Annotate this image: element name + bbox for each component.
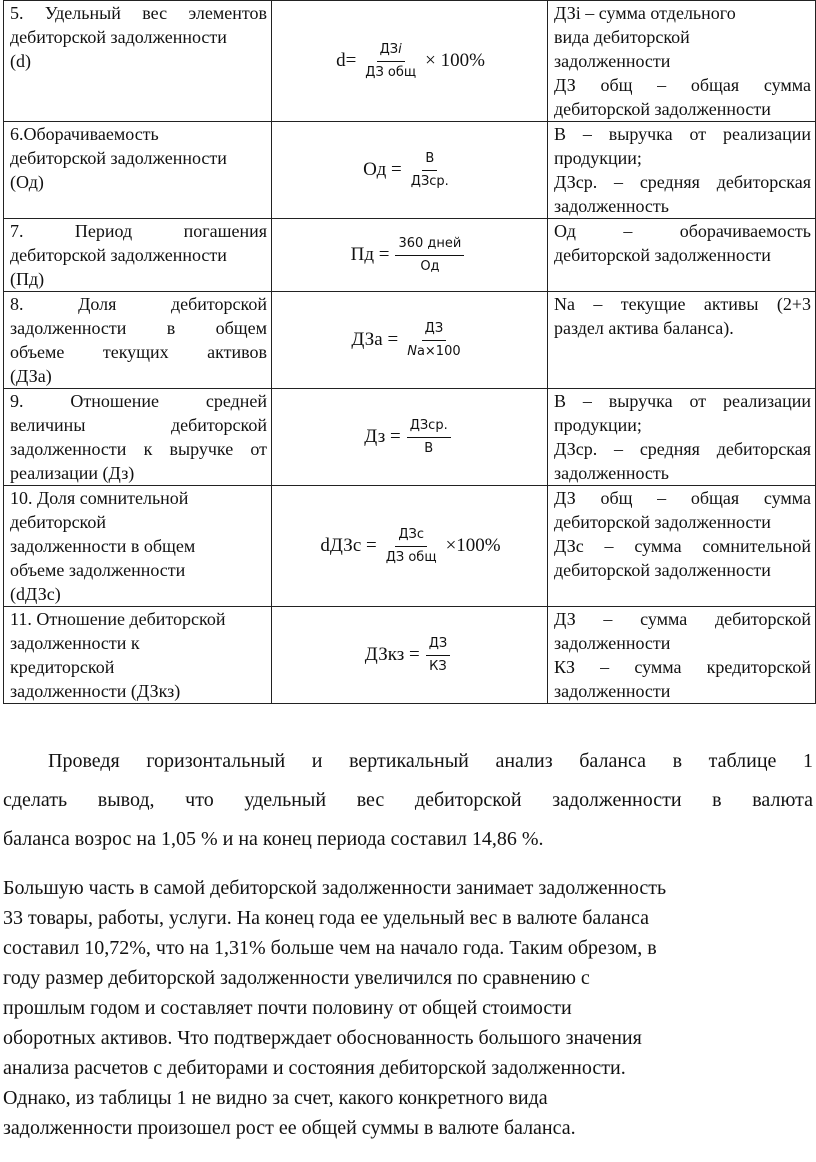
description-cell xyxy=(548,219,816,292)
indicator-name-line: (dДЗс) xyxy=(10,584,61,604)
indicator-name-line: кредиторской xyxy=(10,657,115,677)
indicator-name-line: 5. Удельный вес элементов xyxy=(10,3,267,23)
formula-cell xyxy=(272,486,548,607)
indicator-name-line: 9. Отношение средней xyxy=(10,391,267,411)
indicator-name-cell xyxy=(4,122,272,219)
indicator-name-line: задолженности (ДЗкз) xyxy=(10,681,181,701)
description-line: Од – оборачиваемость xyxy=(554,221,811,241)
formula-lhs: ДЗа = xyxy=(351,329,399,350)
description-line: ДЗср. – средняя дебиторская xyxy=(554,439,811,459)
description-line: вида дебиторской xyxy=(554,27,690,47)
description-line: задолженность xyxy=(554,463,669,483)
description-line: дебиторской задолженности xyxy=(554,99,771,119)
analysis-paragraph-1 xyxy=(3,742,813,859)
indicator-name-line: (Од) xyxy=(10,172,44,192)
fraction-denominator: ДЗ общ xyxy=(385,549,437,565)
paragraph-line: баланса возрос на 1,05 % и на конец периода составил 14,86 %. xyxy=(3,828,544,850)
formula xyxy=(351,320,469,361)
indicator-name-line: задолженности к выручке от xyxy=(10,439,267,459)
formula xyxy=(365,635,456,676)
table-row xyxy=(4,607,816,704)
indicator-name-line: 11. Отношение дебиторской xyxy=(10,609,226,629)
fraction-denominator: ДЗ общ xyxy=(365,64,417,80)
fraction-numerator: ДЗ xyxy=(422,320,447,341)
indicator-name-line: задолженности в общем xyxy=(10,536,196,556)
indicator-name-cell xyxy=(4,607,272,704)
description-cell xyxy=(548,292,816,389)
description-line: задолженность xyxy=(554,196,669,216)
table-row xyxy=(4,389,816,486)
paragraph-line: 33 товары, работы, услуги. На конец года ее удельный вес в валюте баланса xyxy=(3,907,649,929)
description-cell xyxy=(548,389,816,486)
indicators-table xyxy=(3,0,816,704)
description-line: КЗ – сумма кредиторской xyxy=(554,657,811,677)
description-line: продукции; xyxy=(554,415,642,435)
description-line: ДЗ общ – общая сумма xyxy=(554,75,811,95)
description-cell xyxy=(548,122,816,219)
description-line: Na – текущие активы (2+3 xyxy=(554,294,811,314)
description-line: дебиторской задолженности xyxy=(554,512,771,532)
indicator-name-cell xyxy=(4,1,272,122)
description-line: дебиторской задолженности xyxy=(554,245,771,265)
table-row xyxy=(4,122,816,219)
formula-lhs: Дз = xyxy=(364,426,401,447)
fraction-numerator: 360 дней xyxy=(395,235,464,256)
indicator-name-line: задолженности к xyxy=(10,633,140,653)
formula xyxy=(351,235,471,276)
indicator-name-line: дебиторской задолженности xyxy=(10,27,227,47)
table-row xyxy=(4,486,816,607)
paragraph-line: сделать вывод, что удельный вес дебиторской задолженности в валюта xyxy=(3,789,813,811)
formula-suffix: × 100% xyxy=(425,50,485,71)
indicator-name-line: 6.Оборачиваемость xyxy=(10,124,159,144)
formula xyxy=(363,150,458,191)
paragraph-line: составил 10,72%, что на 1,31% больше чем на начало года. Таким обрезом, в xyxy=(3,937,657,959)
indicator-name-line: дебиторской задолженности xyxy=(10,245,227,265)
indicator-name-line: 7. Период погашения xyxy=(10,221,267,241)
fraction-denominator: Од xyxy=(420,258,440,274)
description-line: раздел актива баланса). xyxy=(554,318,734,338)
description-line: В – выручка от реализации xyxy=(554,391,811,411)
formula-cell xyxy=(272,389,548,486)
paragraph-line: оборотных активов. Что подтверждает обоснованность большого значения xyxy=(3,1027,642,1049)
description-line: дебиторской задолженности xyxy=(554,560,771,580)
description-line: ДЗср. – средняя дебиторская xyxy=(554,172,811,192)
indicator-name-cell xyxy=(4,389,272,486)
description-line: ДЗi – сумма отдельного xyxy=(554,3,736,23)
description-cell xyxy=(548,1,816,122)
indicator-name-cell xyxy=(4,486,272,607)
fraction-denominator: КЗ xyxy=(429,658,447,674)
fraction xyxy=(408,150,452,191)
formula-lhs: Од = xyxy=(363,159,402,180)
description-line: задолженности xyxy=(554,681,671,701)
description-cell xyxy=(548,607,816,704)
description-line: ДЗ общ – общая сумма xyxy=(554,488,811,508)
indicator-name-cell xyxy=(4,292,272,389)
fraction xyxy=(426,635,451,676)
paragraph-line: Однако, из таблицы 1 не видно за счет, какого конкретного вида xyxy=(3,1087,548,1109)
fraction-denominator: ДЗср. xyxy=(410,173,449,189)
formula-lhs: d= xyxy=(336,50,357,71)
paragraph-line: анализа расчетов с дебиторами и состояния дебиторской задолженности. xyxy=(3,1057,626,1079)
fraction xyxy=(404,320,463,361)
formula-lhs: dДЗс = xyxy=(320,535,377,556)
indicator-name-line: объеме задолженности xyxy=(10,560,186,580)
paragraph-line: Большую часть в самой дебиторской задолженности занимает задолженность xyxy=(3,877,667,899)
paragraph-line: задолженности произошел рост ее общей суммы в валюте баланса. xyxy=(3,1117,576,1139)
formula-suffix: ×100% xyxy=(445,535,501,556)
indicator-name-line: 8. Доля дебиторской xyxy=(10,294,267,314)
fraction-numerator: ДЗ xyxy=(426,635,451,656)
analysis-paragraph-2 xyxy=(3,873,813,1143)
description-line: продукции; xyxy=(554,148,642,168)
table-row xyxy=(4,219,816,292)
fraction-numerator: В xyxy=(422,150,437,171)
indicator-name-line: (d) xyxy=(10,51,31,71)
formula-lhs: Пд = xyxy=(350,244,390,265)
formula-cell xyxy=(272,219,548,292)
formula xyxy=(336,41,485,82)
formula-lhs: ДЗкз = xyxy=(364,644,420,665)
indicator-name-line: (ДЗа) xyxy=(10,366,52,386)
formula-cell xyxy=(272,122,548,219)
table-row xyxy=(4,1,816,122)
fraction-numerator: ДЗi xyxy=(377,41,405,62)
fraction-denominator: В xyxy=(424,440,434,456)
indicator-name-line: реализации (Дз) xyxy=(10,463,135,483)
paragraph-line: прошлым годом и составляет почти половину от общей стоимости xyxy=(3,997,572,1019)
description-line: ДЗс – сумма сомнительной xyxy=(554,536,811,556)
indicator-name-line: задолженности в общем xyxy=(10,318,267,338)
table-row xyxy=(4,292,816,389)
formula xyxy=(320,526,500,567)
formula-cell xyxy=(272,607,548,704)
formula xyxy=(364,417,456,458)
formula-cell xyxy=(272,1,548,122)
description-cell xyxy=(548,486,816,607)
formula-cell xyxy=(272,292,548,389)
description-line: В – выручка от реализации xyxy=(554,124,811,144)
fraction xyxy=(395,235,464,276)
indicator-name-line: величины дебиторской xyxy=(10,415,267,435)
description-line: ДЗ – сумма дебиторской xyxy=(554,609,811,629)
indicator-name-line: дебиторской задолженности xyxy=(10,148,227,168)
fraction xyxy=(407,417,451,458)
paragraph-line: Проведя горизонтальный и вертикальный анализ баланса в таблице 1 xyxy=(48,750,813,772)
indicator-name-line: 10. Доля сомнительной xyxy=(10,488,189,508)
paragraph-line: году размер дебиторской задолженности увеличился по сравнению с xyxy=(3,967,590,989)
description-line: задолженности xyxy=(554,51,671,71)
fraction xyxy=(383,526,440,567)
indicator-name-line: объеме текущих активов xyxy=(10,342,267,362)
indicator-name-line: (Пд) xyxy=(10,269,45,289)
indicator-name-line: дебиторской xyxy=(10,512,107,532)
indicator-name-cell xyxy=(4,219,272,292)
fraction xyxy=(362,41,419,82)
fraction-numerator: ДЗс xyxy=(395,526,427,547)
description-line: задолженности xyxy=(554,633,671,653)
fraction-denominator: Na×100 xyxy=(407,343,461,359)
fraction-numerator: ДЗср. xyxy=(407,417,451,438)
